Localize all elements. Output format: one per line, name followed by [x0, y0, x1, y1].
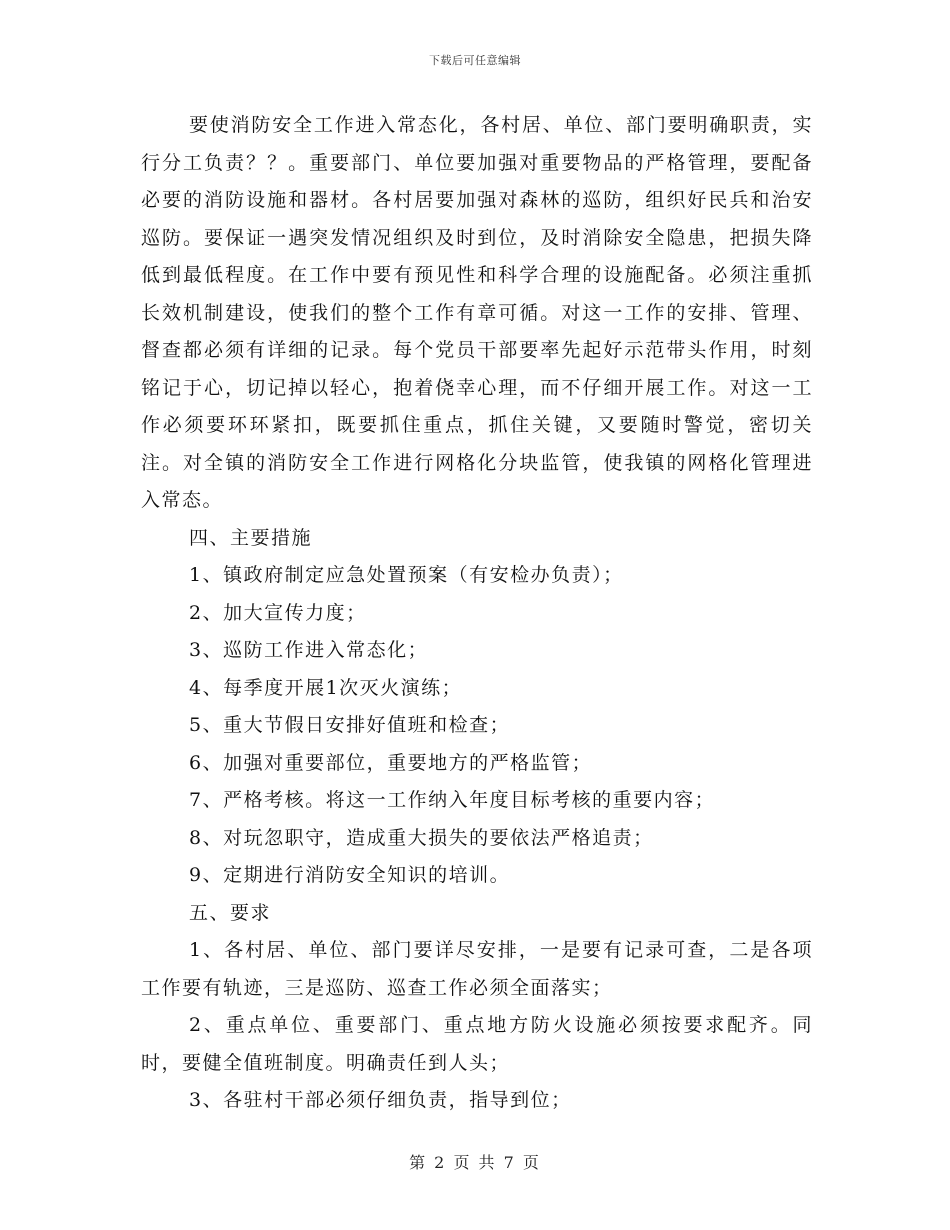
measure-item: 1、镇政府制定应急处置预案（有安检办负责）；: [189, 564, 624, 586]
paragraph-responsibilities: 要使消防安全工作进入常态化，各村居、单位、部门要明确职责，实行分工负责？？。重要部门、单位要加强对重要物品的严格管理，要配备必要的消防设施和器材。各村居要加强对森林的巡防，组织好民兵和治安巡防。要保证一遇突发情况组织及时到位，及时消除安全隐患，把损失降低到最低程度。在工作中要有预见性和科学合理的设施配备。必须注重抓长效机制建设，使我们的整个工作有章可循。对这一工作的安排、管理、督查都必须有详细的记录。每个党员干部要率先起好示范带头作用，时刻铭记于心，切记掉以轻心，抱着侥幸心理，而不仔细开展工作。对这一工作必须要环环紧扣，既要抓住重点，抓住关键，又要随时警觉，密切关注。对全镇的消防安全工作进行网格化分块监管，使我镇的网格化管理进入常态。: [141, 114, 813, 511]
page-header: 下载后可任意编辑: [429, 54, 521, 67]
measure-item: 7、严格考核。将这一工作纳入年度目标考核的重要内容；: [189, 789, 716, 811]
measure-item: 5、重大节假日安排好值班和检查；: [189, 714, 511, 736]
measure-item: 8、对玩忽职守，造成重大损失的要依法严格追责；: [189, 826, 654, 849]
page-number: 第 2 页 共 7 页: [409, 1153, 541, 1172]
section-heading-requirements: 五、要求: [189, 901, 272, 924]
measure-item: 3、巡防工作进入常态化；: [189, 639, 429, 661]
measure-item: 4、每季度开展1次灭火演练；: [189, 676, 463, 699]
requirement-item: 2、重点单位、重要部门、重点地方防火设施必须按要求配齐。同时，要健全值班制度。明确责任到人头；: [141, 1014, 813, 1074]
measure-item: 9、定期进行消防安全知识的培训。: [189, 864, 511, 886]
requirement-item: 3、各驻村干部必须仔细负责，指导到位；: [189, 1089, 572, 1111]
measure-item: 6、加强对重要部位，重要地方的严格监管；: [189, 751, 593, 774]
requirement-item: 1、各村居、单位、部门要详尽安排，一是要有记录可查，二是各项工作要有轨迹，三是巡防、巡查工作必须全面落实；: [141, 939, 813, 999]
document-body: [141, 107, 813, 1120]
measure-item: 2、加大宣传力度；: [189, 601, 367, 624]
section-heading-measures: 四、主要措施: [189, 526, 313, 549]
